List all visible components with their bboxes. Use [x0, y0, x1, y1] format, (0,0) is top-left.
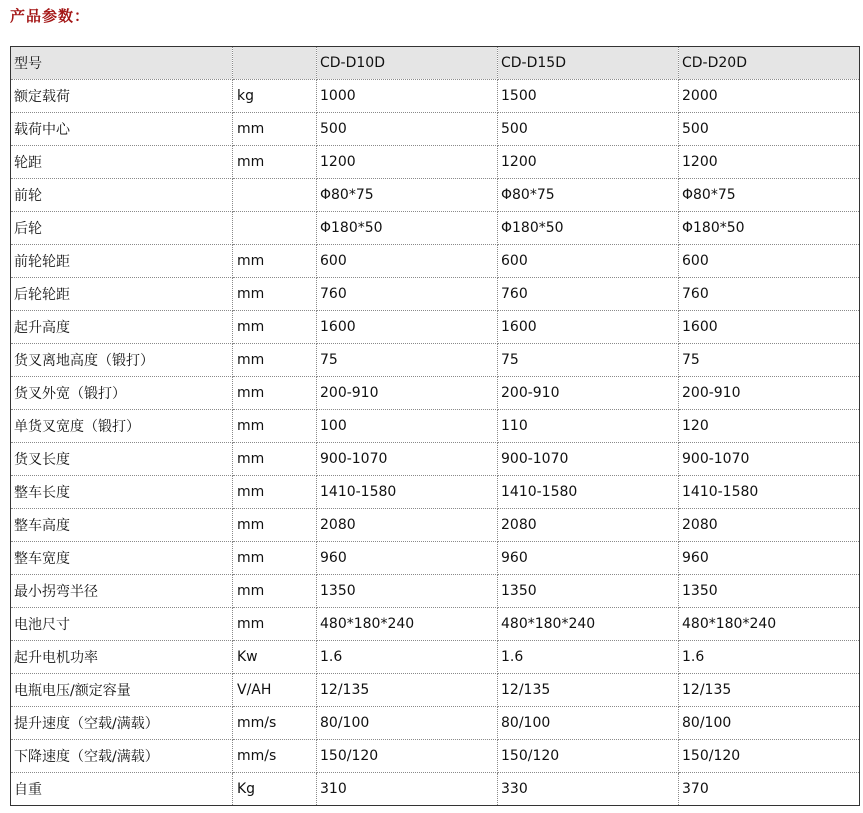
spec-value-cell: 1410-1580 — [679, 476, 860, 509]
header-label-cell: 型号 — [11, 47, 233, 80]
spec-unit-cell: mm — [233, 575, 317, 608]
table-row — [11, 410, 860, 443]
header-model-cell: CD-D15D — [498, 47, 679, 80]
spec-value-cell: 110 — [498, 410, 679, 443]
spec-label-cell: 电池尺寸 — [11, 608, 233, 641]
spec-label-cell: 载荷中心 — [11, 113, 233, 146]
spec-value-cell: 2000 — [679, 80, 860, 113]
spec-value-cell: 1500 — [498, 80, 679, 113]
spec-label-cell: 下降速度（空载/满载） — [11, 740, 233, 773]
spec-value-cell: 200-910 — [498, 377, 679, 410]
spec-value-cell: Φ180*50 — [679, 212, 860, 245]
spec-value-cell: 150/120 — [498, 740, 679, 773]
spec-value-cell: 1200 — [679, 146, 860, 179]
spec-label-cell: 后轮 — [11, 212, 233, 245]
table-row — [11, 179, 860, 212]
table-row — [11, 278, 860, 311]
spec-value-cell: 500 — [317, 113, 498, 146]
spec-label-cell: 前轮 — [11, 179, 233, 212]
table-row — [11, 773, 860, 806]
spec-value-cell: 75 — [498, 344, 679, 377]
spec-unit-cell: mm — [233, 245, 317, 278]
header-unit-cell — [233, 47, 317, 80]
page-title: 产品参数： — [10, 7, 91, 25]
spec-value-cell: 1.6 — [317, 641, 498, 674]
spec-label-cell: 自重 — [11, 773, 233, 806]
header-model-cell: CD-D20D — [679, 47, 860, 80]
table-row — [11, 311, 860, 344]
spec-value-cell: 1200 — [498, 146, 679, 179]
spec-value-cell: 75 — [679, 344, 860, 377]
spec-value-cell: 120 — [679, 410, 860, 443]
spec-unit-cell: mm — [233, 410, 317, 443]
table-row — [11, 80, 860, 113]
spec-value-cell: 75 — [317, 344, 498, 377]
spec-value-cell: Φ80*75 — [498, 179, 679, 212]
spec-value-cell: 1350 — [679, 575, 860, 608]
spec-label-cell: 轮距 — [11, 146, 233, 179]
spec-value-cell: 1410-1580 — [498, 476, 679, 509]
spec-value-cell: 600 — [498, 245, 679, 278]
spec-value-cell: 1600 — [679, 311, 860, 344]
spec-unit-cell: mm — [233, 344, 317, 377]
spec-value-cell: 100 — [317, 410, 498, 443]
spec-label-cell: 整车长度 — [11, 476, 233, 509]
spec-unit-cell: mm — [233, 476, 317, 509]
spec-value-cell: 900-1070 — [317, 443, 498, 476]
table-row — [11, 113, 860, 146]
table-row — [11, 245, 860, 278]
table-row — [11, 707, 860, 740]
table-row — [11, 542, 860, 575]
spec-value-cell: Φ180*50 — [317, 212, 498, 245]
spec-value-cell: 760 — [679, 278, 860, 311]
spec-value-cell: 900-1070 — [679, 443, 860, 476]
spec-value-cell: 12/135 — [679, 674, 860, 707]
spec-unit-cell: mm — [233, 608, 317, 641]
spec-label-cell: 额定载荷 — [11, 80, 233, 113]
spec-unit-cell: mm/s — [233, 740, 317, 773]
spec-unit-cell: V/AH — [233, 674, 317, 707]
spec-value-cell: 200-910 — [317, 377, 498, 410]
spec-label-cell: 货叉离地高度（锻打） — [11, 344, 233, 377]
spec-table-body — [11, 47, 860, 806]
spec-value-cell: 600 — [317, 245, 498, 278]
spec-value-cell: 1200 — [317, 146, 498, 179]
spec-label-cell: 起升高度 — [11, 311, 233, 344]
spec-value-cell: 200-910 — [679, 377, 860, 410]
spec-value-cell: 960 — [679, 542, 860, 575]
spec-value-cell: 760 — [317, 278, 498, 311]
spec-value-cell: 900-1070 — [498, 443, 679, 476]
spec-value-cell: 1000 — [317, 80, 498, 113]
spec-value-cell: 12/135 — [498, 674, 679, 707]
spec-label-cell: 最小拐弯半径 — [11, 575, 233, 608]
spec-value-cell: 480*180*240 — [317, 608, 498, 641]
spec-unit-cell — [233, 179, 317, 212]
spec-value-cell: 760 — [498, 278, 679, 311]
spec-value-cell: Φ80*75 — [679, 179, 860, 212]
spec-value-cell: 1350 — [498, 575, 679, 608]
spec-unit-cell: mm — [233, 113, 317, 146]
spec-value-cell: 1.6 — [498, 641, 679, 674]
table-row — [11, 674, 860, 707]
table-row — [11, 344, 860, 377]
spec-label-cell: 起升电机功率 — [11, 641, 233, 674]
spec-value-cell: 80/100 — [498, 707, 679, 740]
spec-unit-cell: mm — [233, 443, 317, 476]
spec-value-cell: 600 — [679, 245, 860, 278]
table-row — [11, 575, 860, 608]
spec-value-cell: 370 — [679, 773, 860, 806]
spec-unit-cell: Kw — [233, 641, 317, 674]
spec-value-cell: 2080 — [317, 509, 498, 542]
spec-unit-cell: mm — [233, 377, 317, 410]
spec-value-cell: 500 — [498, 113, 679, 146]
spec-unit-cell: mm/s — [233, 707, 317, 740]
spec-unit-cell: mm — [233, 278, 317, 311]
spec-value-cell: 150/120 — [679, 740, 860, 773]
spec-value-cell: 960 — [498, 542, 679, 575]
spec-unit-cell: Kg — [233, 773, 317, 806]
spec-value-cell: 480*180*240 — [498, 608, 679, 641]
spec-label-cell: 货叉外宽（锻打） — [11, 377, 233, 410]
spec-label-cell: 货叉长度 — [11, 443, 233, 476]
spec-value-cell: 80/100 — [679, 707, 860, 740]
table-row — [11, 377, 860, 410]
spec-value-cell: 310 — [317, 773, 498, 806]
spec-value-cell: 1410-1580 — [317, 476, 498, 509]
spec-value-cell: 1.6 — [679, 641, 860, 674]
spec-value-cell: 480*180*240 — [679, 608, 860, 641]
spec-unit-cell — [233, 212, 317, 245]
table-header-row — [11, 47, 860, 80]
spec-value-cell: Φ80*75 — [317, 179, 498, 212]
table-row — [11, 608, 860, 641]
spec-label-cell: 整车宽度 — [11, 542, 233, 575]
spec-label-cell: 电瓶电压/额定容量 — [11, 674, 233, 707]
spec-value-cell: 2080 — [498, 509, 679, 542]
spec-unit-cell: kg — [233, 80, 317, 113]
spec-label-cell: 前轮轮距 — [11, 245, 233, 278]
spec-unit-cell: mm — [233, 509, 317, 542]
spec-value-cell: 80/100 — [317, 707, 498, 740]
spec-value-cell: 500 — [679, 113, 860, 146]
table-row — [11, 476, 860, 509]
spec-value-cell: 150/120 — [317, 740, 498, 773]
table-row — [11, 740, 860, 773]
table-row — [11, 146, 860, 179]
spec-value-cell: 1600 — [317, 311, 498, 344]
spec-value-cell: 330 — [498, 773, 679, 806]
spec-label-cell: 后轮轮距 — [11, 278, 233, 311]
table-row — [11, 641, 860, 674]
spec-unit-cell: mm — [233, 542, 317, 575]
spec-label-cell: 整车高度 — [11, 509, 233, 542]
spec-value-cell: 2080 — [679, 509, 860, 542]
table-row — [11, 212, 860, 245]
spec-value-cell: 1600 — [498, 311, 679, 344]
spec-unit-cell: mm — [233, 146, 317, 179]
spec-label-cell: 单货叉宽度（锻打） — [11, 410, 233, 443]
spec-value-cell: 12/135 — [317, 674, 498, 707]
spec-unit-cell: mm — [233, 311, 317, 344]
header-model-cell: CD-D10D — [317, 47, 498, 80]
spec-value-cell: 960 — [317, 542, 498, 575]
spec-label-cell: 提升速度（空载/满载） — [11, 707, 233, 740]
spec-value-cell: 1350 — [317, 575, 498, 608]
table-row — [11, 509, 860, 542]
spec-table — [10, 46, 860, 806]
spec-value-cell: Φ180*50 — [498, 212, 679, 245]
table-row — [11, 443, 860, 476]
